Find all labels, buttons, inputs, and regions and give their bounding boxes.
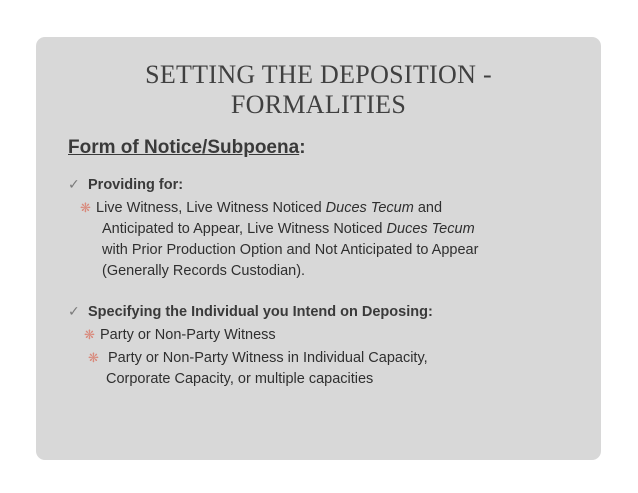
asterisk-flower-icon: ❋ [80, 200, 91, 215]
italic-span: Duces Tecum [386, 221, 475, 237]
bullet-heading: Providing for: [88, 177, 184, 193]
asterisk-flower-icon: ❋ [88, 350, 99, 365]
sub-bullet-witness-types [80, 197, 478, 282]
sub-bullet-party-witness [84, 324, 276, 346]
subtitle-colon: : [299, 137, 306, 158]
italic-span: Duces Tecum [325, 200, 414, 216]
text-span: Party or Non-Party Witness in Individual Capacity, [108, 350, 428, 366]
subtitle-text: Form of Notice/Subpoena [68, 137, 300, 158]
slide-title [36, 60, 601, 120]
section-subtitle [68, 137, 306, 159]
text-span: Anticipated to Appear, Live Witness Noticed [102, 221, 387, 237]
text-span: Party or Non-Party Witness [100, 327, 276, 343]
check-icon: ✓ [68, 303, 80, 319]
text-line: (Generally Records Custodian). [102, 263, 306, 279]
title-line-1: SETTING THE DEPOSITION - [145, 60, 492, 89]
text-line: Corporate Capacity, or multiple capacities [106, 371, 374, 387]
bullet-heading: Specifying the Individual you Intend on Deposing: [88, 304, 433, 320]
title-line-2: FORMALITIES [230, 90, 407, 119]
bullet-specifying-individual [68, 303, 433, 320]
asterisk-flower-icon: ❋ [84, 327, 95, 342]
check-icon: ✓ [68, 176, 80, 192]
text-span: and [413, 200, 443, 216]
sub-bullet-capacities [88, 347, 428, 390]
text-span: Live Witness, Live Witness Noticed [96, 200, 326, 216]
text-line: with Prior Production Option and Not Anticipated to Appear [102, 242, 479, 258]
bullet-providing-for [68, 176, 183, 193]
